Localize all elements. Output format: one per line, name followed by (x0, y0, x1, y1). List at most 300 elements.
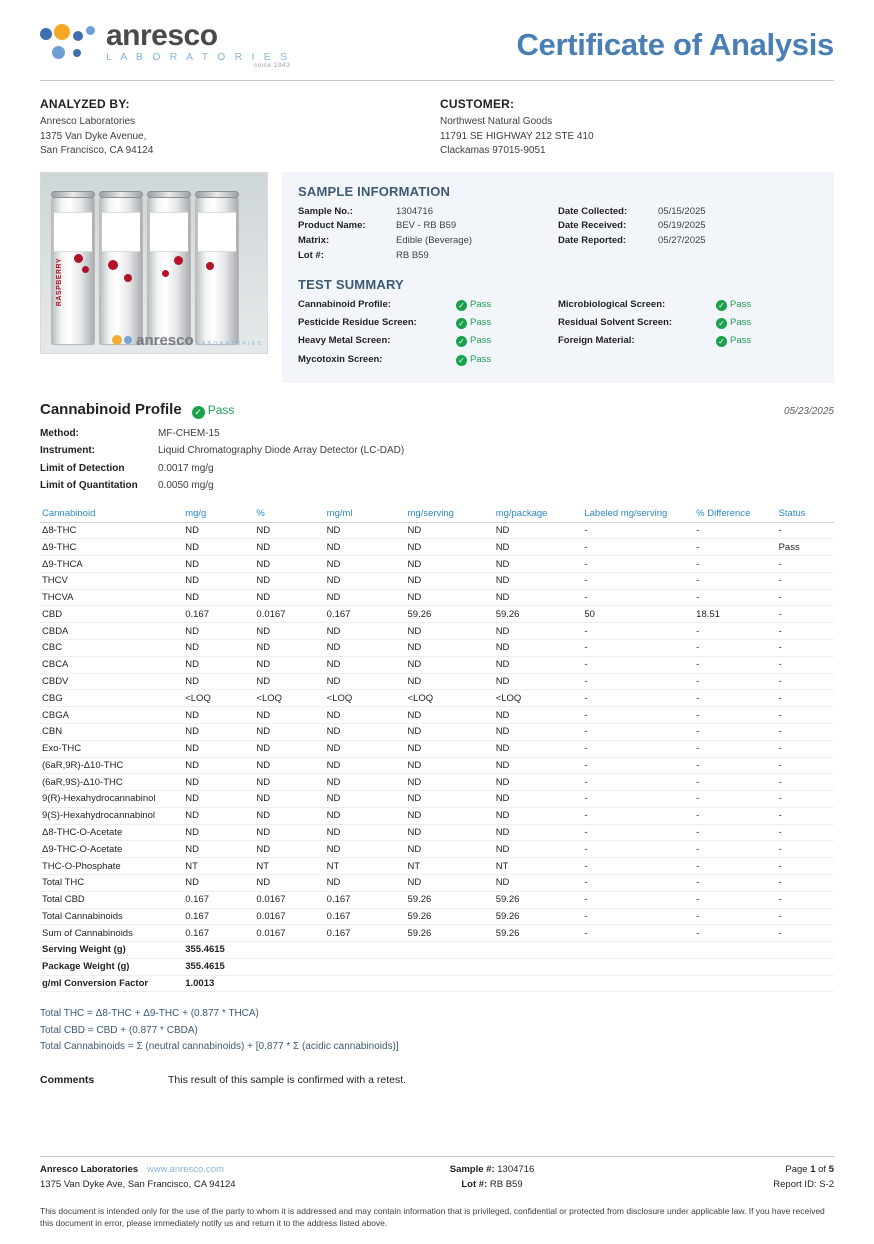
page-header (40, 0, 834, 74)
table-cell: - (582, 841, 694, 858)
table-cell: THCVA (40, 589, 183, 606)
logo-subtitle: L A B O R A T O R I E S (106, 50, 291, 63)
table-cell: ND (406, 589, 494, 606)
table-cell (325, 975, 406, 992)
table-cell: ND (494, 791, 583, 808)
table-cell: - (694, 891, 776, 908)
table-cell: ND (254, 723, 324, 740)
table-cell: Total Cannabinoids (40, 908, 183, 925)
table-cell: ND (183, 723, 254, 740)
table-cell: - (777, 589, 834, 606)
table-cell (694, 958, 776, 975)
check-icon: ✓ (456, 336, 467, 347)
table-cell: 59.26 (494, 908, 583, 925)
footer-page-prefix: Page (785, 1164, 808, 1176)
table-row (40, 522, 834, 539)
table-cell: - (777, 556, 834, 573)
table-cell: ND (406, 623, 494, 640)
table-cell: 355.4615 (183, 958, 254, 975)
table-cell: 9(R)-Hexahydrocannabinol (40, 791, 183, 808)
method-value: MF-CHEM-15 (158, 427, 220, 439)
customer-line: Clackamas 97015-9051 (440, 145, 546, 156)
product-name-label: Product Name: (298, 220, 366, 232)
table-cell: ND (406, 774, 494, 791)
table-cell: - (694, 539, 776, 556)
footer-page-of: of (818, 1164, 827, 1176)
table-cell: ND (254, 522, 324, 539)
table-cell (494, 942, 583, 959)
table-cell: ND (325, 757, 406, 774)
table-cell: Package Weight (g) (40, 958, 183, 975)
microbiological-screen-label: Microbiological Screen: (558, 299, 666, 311)
table-cell: - (777, 891, 834, 908)
table-cell (777, 975, 834, 992)
formula-notes (40, 1006, 834, 1056)
table-cell: 1.0013 (183, 975, 254, 992)
table-row (40, 791, 834, 808)
table-row (40, 723, 834, 740)
table-cell: - (694, 572, 776, 589)
table-row (40, 958, 834, 975)
table-cell: 18.51 (694, 606, 776, 623)
cannabinoid-section-date: 05/23/2025 (783, 405, 834, 417)
table-cell: 59.26 (406, 606, 494, 623)
table-cell (254, 958, 324, 975)
table-cell: - (582, 858, 694, 875)
table-row (40, 623, 834, 640)
table-cell: 0.167 (183, 606, 254, 623)
cannabinoid-table (40, 505, 834, 993)
sample-information-heading: SAMPLE INFORMATION (298, 183, 451, 199)
date-received-label: Date Received: (558, 220, 627, 232)
table-cell: ND (183, 824, 254, 841)
cannabinoid-section-header (40, 401, 834, 419)
sample-info-left (298, 205, 558, 264)
table-cell: CBGA (40, 707, 183, 724)
sample-info-right (558, 205, 706, 264)
table-cell: ND (494, 841, 583, 858)
logo-since: since 1943 (253, 62, 291, 69)
table-cell: - (777, 925, 834, 942)
table-cell: <LOQ (254, 690, 324, 707)
table-cell: ND (183, 656, 254, 673)
table-row (40, 656, 834, 673)
table-cell: ND (494, 774, 583, 791)
anresco-logo (40, 18, 291, 70)
table-cell: ND (406, 673, 494, 690)
comments-text: This result of this sample is confirmed with a retest. (168, 1073, 407, 1086)
sample-no-value: 1304716 (396, 205, 433, 217)
table-cell: 0.167 (325, 891, 406, 908)
table-cell (254, 975, 324, 992)
table-cell (694, 975, 776, 992)
table-cell: NT (494, 858, 583, 875)
matrix-value: Edible (Beverage) (396, 234, 473, 246)
footer-page-number: 1 (810, 1164, 816, 1176)
table-cell: ND (254, 572, 324, 589)
table-cell: - (582, 824, 694, 841)
table-cell: ND (406, 572, 494, 589)
table-cell: - (694, 908, 776, 925)
footer-report-id: Report ID: S-2 (773, 1178, 834, 1190)
watermark-name: anresco (136, 331, 194, 349)
table-cell: - (694, 841, 776, 858)
table-cell: - (777, 723, 834, 740)
table-cell (582, 975, 694, 992)
table-row (40, 807, 834, 824)
table-cell: - (777, 640, 834, 657)
col-mgml: mg/ml (325, 505, 406, 523)
table-cell: ND (325, 656, 406, 673)
check-icon: ✓ (716, 300, 727, 311)
table-cell: Δ8-THC (40, 522, 183, 539)
table-cell: - (777, 824, 834, 841)
table-row (40, 740, 834, 757)
table-cell: ND (406, 539, 494, 556)
table-cell: ND (254, 757, 324, 774)
comments-section (40, 1074, 834, 1086)
table-cell: 0.167 (183, 891, 254, 908)
check-icon: ✓ (716, 318, 727, 329)
table-cell: ND (325, 572, 406, 589)
mycotoxin-screen-status: Pass (470, 353, 492, 365)
table-cell: - (694, 556, 776, 573)
table-cell: ND (494, 539, 583, 556)
table-cell: ND (183, 556, 254, 573)
header-divider (40, 80, 834, 81)
table-cell: - (582, 690, 694, 707)
table-cell: ND (494, 640, 583, 657)
table-cell: THC-O-Phosphate (40, 858, 183, 875)
table-cell: ND (406, 807, 494, 824)
table-cell: CBC (40, 640, 183, 657)
table-row (40, 606, 834, 623)
check-icon: ✓ (456, 300, 467, 311)
analyzed-by-block (40, 97, 440, 158)
table-row (40, 572, 834, 589)
check-icon: ✓ (456, 355, 467, 366)
can-flavor-label: RASPBERRY (56, 257, 63, 306)
table-cell: ND (325, 556, 406, 573)
sample-no-label: Sample No.: (298, 205, 353, 217)
table-cell: ND (254, 707, 324, 724)
table-cell: NT (325, 858, 406, 875)
analyzed-by-line: 1375 Van Dyke Avenue, (40, 130, 147, 142)
col-mgg: mg/g (183, 505, 254, 523)
method-label: Method: (40, 427, 79, 439)
table-cell (777, 958, 834, 975)
analyzed-by-line: San Francisco, CA 94124 (40, 145, 154, 156)
footer-sample-label: Sample #: (449, 1164, 495, 1176)
table-cell: ND (406, 791, 494, 808)
table-cell: g/ml Conversion Factor (40, 975, 183, 992)
table-cell: ND (494, 656, 583, 673)
table-cell: ND (325, 539, 406, 556)
table-cell (406, 958, 494, 975)
table-cell: ND (494, 740, 583, 757)
table-cell: - (694, 824, 776, 841)
mycotoxin-screen-label: Mycotoxin Screen: (298, 353, 383, 365)
table-cell: Exo-THC (40, 740, 183, 757)
table-cell: ND (406, 757, 494, 774)
table-cell: - (777, 908, 834, 925)
table-cell: - (694, 707, 776, 724)
table-row (40, 874, 834, 891)
table-cell: CBN (40, 723, 183, 740)
table-cell: ND (494, 707, 583, 724)
table-cell: - (777, 623, 834, 640)
col-status: Status (777, 505, 834, 523)
table-cell: - (777, 690, 834, 707)
table-cell: ND (325, 589, 406, 606)
table-cell: ND (183, 589, 254, 606)
table-cell (494, 958, 583, 975)
table-cell: ND (406, 707, 494, 724)
matrix-label: Matrix: (298, 234, 330, 246)
check-icon: ✓ (456, 318, 467, 329)
table-cell: - (777, 841, 834, 858)
table-cell: - (694, 874, 776, 891)
residual-solvent-screen-label: Residual Solvent Screen: (558, 317, 673, 329)
pesticide-screen-label: Pesticide Residue Screen: (298, 317, 417, 329)
table-cell: 0.167 (325, 925, 406, 942)
table-cell: - (694, 925, 776, 942)
table-cell: - (777, 858, 834, 875)
heavy-metal-screen-status: Pass (470, 335, 492, 347)
heavy-metal-screen-label: Heavy Metal Screen: (298, 335, 391, 347)
table-row (40, 975, 834, 992)
table-cell (406, 975, 494, 992)
customer-line: 11791 SE HIGHWAY 212 STE 410 (440, 130, 594, 142)
table-cell: - (694, 757, 776, 774)
table-cell: ND (494, 824, 583, 841)
table-cell: 59.26 (494, 891, 583, 908)
footer-lab-name: Anresco Laboratories (40, 1164, 139, 1176)
table-cell: - (582, 572, 694, 589)
table-cell: THCV (40, 572, 183, 589)
table-cell: ND (183, 539, 254, 556)
table-cell: 9(S)-Hexahydrocannabinol (40, 807, 183, 824)
table-cell: - (582, 656, 694, 673)
instrument-label: Instrument: (40, 445, 95, 457)
table-cell: ND (254, 791, 324, 808)
table-cell: - (777, 791, 834, 808)
table-cell: CBG (40, 690, 183, 707)
table-cell: - (582, 623, 694, 640)
table-cell: ND (183, 707, 254, 724)
table-cell: ND (254, 774, 324, 791)
table-cell: ND (254, 673, 324, 690)
table-cell: - (582, 874, 694, 891)
table-cell: CBCA (40, 656, 183, 673)
table-cell: 0.167 (325, 908, 406, 925)
test-summary-right (558, 296, 818, 368)
table-cell (777, 942, 834, 959)
customer-block (440, 97, 834, 158)
table-cell: Total CBD (40, 891, 183, 908)
table-cell: ND (406, 522, 494, 539)
table-cell: ND (325, 791, 406, 808)
table-cell: ND (325, 740, 406, 757)
table-cell: - (582, 539, 694, 556)
table-cell: ND (494, 673, 583, 690)
table-cell: - (582, 673, 694, 690)
customer-line: Northwest Natural Goods (440, 116, 553, 127)
table-cell: ND (325, 723, 406, 740)
table-cell: ND (325, 807, 406, 824)
table-cell: ND (325, 522, 406, 539)
table-cell: ND (183, 673, 254, 690)
table-cell: ND (494, 556, 583, 573)
table-cell: ND (254, 623, 324, 640)
table-cell: ND (325, 707, 406, 724)
table-cell: - (694, 656, 776, 673)
table-cell: ND (254, 807, 324, 824)
table-cell: - (694, 791, 776, 808)
table-cell: NT (254, 858, 324, 875)
col-mgserving: mg/serving (406, 505, 494, 523)
table-cell: NT (183, 858, 254, 875)
loq-label: Limit of Quantitation (40, 480, 138, 492)
loq-value: 0.0050 mg/g (158, 480, 214, 492)
table-cell: ND (406, 824, 494, 841)
table-cell: - (582, 791, 694, 808)
table-cell: - (777, 606, 834, 623)
anresco-logo-mark-icon (40, 22, 102, 68)
formula-total-cbd: Total CBD = CBD + (0.877 * CBDA) (40, 1024, 198, 1036)
table-cell: - (582, 807, 694, 824)
table-cell: 0.0167 (254, 925, 324, 942)
table-row (40, 556, 834, 573)
table-cell: ND (406, 656, 494, 673)
table-row (40, 757, 834, 774)
table-cell: ND (183, 640, 254, 657)
table-cell: - (582, 707, 694, 724)
lod-value: 0.0017 mg/g (158, 462, 214, 474)
table-cell: - (777, 874, 834, 891)
table-cell: ND (494, 572, 583, 589)
table-cell: Δ9-THCA (40, 556, 183, 573)
table-cell: - (777, 673, 834, 690)
table-cell: - (582, 723, 694, 740)
table-cell: Δ9-THC-O-Acetate (40, 841, 183, 858)
formula-total-cannabinoids: Total Cannabinoids = Σ (neutral cannabinoids) + [0.877 * Σ (acidic cannabinoids)] (40, 1041, 399, 1053)
table-row (40, 858, 834, 875)
table-cell: ND (254, 824, 324, 841)
analyzed-by-line: Anresco Laboratories (40, 116, 136, 127)
col-percent-difference: % Difference (694, 505, 776, 523)
table-cell (494, 975, 583, 992)
table-cell: ND (325, 774, 406, 791)
footer-disclaimer: This document is intended only for the use of the party to whom it is addressed and may contain information that is privileged, confidential or protected from disclosure under applicable law. If you have received this document in error, please immediately notify us and return it to the address listed above. (40, 1205, 825, 1229)
table-cell: ND (406, 640, 494, 657)
table-cell: Total THC (40, 874, 183, 891)
table-row (40, 774, 834, 791)
table-cell: 0.0167 (254, 606, 324, 623)
table-cell: 50 (582, 606, 694, 623)
table-row (40, 707, 834, 724)
table-cell: (6aR,9R)-Δ10-THC (40, 757, 183, 774)
table-cell: ND (494, 589, 583, 606)
logo-name: anresco (106, 18, 218, 52)
footer-lot-label: Lot #: (461, 1178, 488, 1190)
table-row (40, 589, 834, 606)
table-cell: ND (183, 841, 254, 858)
test-summary-left (298, 296, 558, 368)
table-cell: 0.0167 (254, 908, 324, 925)
footer-divider (40, 1156, 834, 1157)
table-cell (325, 958, 406, 975)
customer-heading: CUSTOMER: (440, 97, 515, 111)
table-cell: ND (494, 522, 583, 539)
table-cell: - (777, 707, 834, 724)
table-cell: CBDA (40, 623, 183, 640)
table-row (40, 841, 834, 858)
table-row (40, 640, 834, 657)
table-cell: ND (183, 572, 254, 589)
table-cell: ND (183, 874, 254, 891)
table-cell: 0.167 (183, 908, 254, 925)
table-cell: NT (406, 858, 494, 875)
table-row (40, 942, 834, 959)
table-cell: - (582, 589, 694, 606)
table-cell: CBDV (40, 673, 183, 690)
table-cell: - (694, 522, 776, 539)
table-cell: Δ8-THC-O-Acetate (40, 824, 183, 841)
table-cell: - (694, 774, 776, 791)
table-cell: ND (406, 874, 494, 891)
parties-section (40, 97, 834, 158)
product-name-value: BEV - RB B59 (396, 220, 457, 232)
table-cell: - (777, 757, 834, 774)
table-cell: <LOQ (406, 690, 494, 707)
table-cell: - (582, 740, 694, 757)
table-cell (582, 958, 694, 975)
table-cell: ND (183, 774, 254, 791)
table-cell: Δ9-THC (40, 539, 183, 556)
table-cell: ND (183, 807, 254, 824)
table-cell: ND (254, 539, 324, 556)
date-collected-label: Date Collected: (558, 205, 628, 217)
table-cell (406, 942, 494, 959)
table-cell: 0.0167 (254, 891, 324, 908)
foreign-material-label: Foreign Material: (558, 335, 635, 347)
table-cell: - (582, 891, 694, 908)
table-cell: - (694, 623, 776, 640)
table-cell: - (777, 572, 834, 589)
table-cell: ND (325, 874, 406, 891)
table-cell: ND (406, 556, 494, 573)
cannabinoid-section-status: ✓ Pass (192, 403, 235, 419)
date-collected-value: 05/15/2025 (658, 205, 706, 217)
table-cell: - (694, 673, 776, 690)
formula-total-thc: Total THC = Δ8-THC + Δ9-THC + (0.877 * THCA) (40, 1008, 259, 1020)
footer-sample-value: 1304716 (497, 1164, 535, 1176)
table-cell: - (582, 522, 694, 539)
footer-lab-address: 1375 Van Dyke Ave, San Francisco, CA 94124 (40, 1178, 236, 1190)
foreign-material-status: Pass (730, 335, 752, 347)
date-reported-value: 05/27/2025 (658, 234, 706, 246)
table-cell: 59.26 (406, 891, 494, 908)
table-cell: Serving Weight (g) (40, 942, 183, 959)
table-cell (325, 942, 406, 959)
table-cell: ND (254, 740, 324, 757)
table-cell: ND (406, 841, 494, 858)
table-cell: ND (325, 640, 406, 657)
table-cell (694, 942, 776, 959)
table-cell: ND (325, 673, 406, 690)
footer-lab-url[interactable]: www.anresco.com (146, 1164, 224, 1176)
